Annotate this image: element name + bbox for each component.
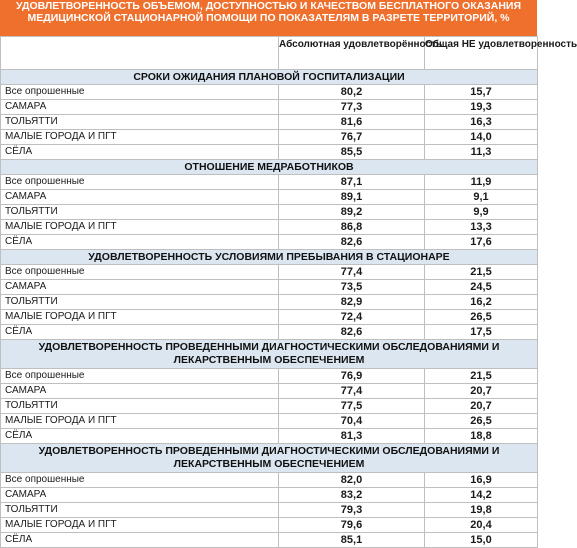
dissatisfaction-value: 24,5	[425, 280, 538, 295]
dissatisfaction-value: 19,3	[425, 100, 538, 115]
table-row	[1, 265, 538, 280]
table-row	[1, 205, 538, 220]
absolute-satisfaction-value: 77,4	[279, 384, 425, 399]
table-row	[1, 85, 538, 100]
dissatisfaction-value: 14,0	[425, 130, 538, 145]
section-header-row	[1, 340, 538, 369]
row-label: СЁЛА	[1, 325, 279, 340]
dissatisfaction-value: 17,6	[425, 235, 538, 250]
column-header-row	[1, 37, 538, 70]
absolute-satisfaction-value: 81,6	[279, 115, 425, 130]
dissatisfaction-value: 14,2	[425, 488, 538, 503]
dissatisfaction-value: 16,3	[425, 115, 538, 130]
survey-table	[0, 36, 577, 548]
row-label: СЁЛА	[1, 533, 279, 548]
dissatisfaction-value: 18,8	[425, 429, 538, 444]
dissatisfaction-value: 21,5	[425, 265, 538, 280]
row-label: МАЛЫЕ ГОРОДА И ПГТ	[1, 220, 279, 235]
row-label: СЁЛА	[1, 429, 279, 444]
absolute-satisfaction-value: 81,3	[279, 429, 425, 444]
table-row	[1, 369, 538, 384]
table-row	[1, 235, 538, 250]
row-label: СЁЛА	[1, 145, 279, 160]
table-row	[1, 100, 538, 115]
row-label: ТОЛЬЯТТИ	[1, 205, 279, 220]
table-row	[1, 115, 538, 130]
dissatisfaction-value: 11,9	[425, 175, 538, 190]
table-row	[1, 414, 538, 429]
section-title: ОТНОШЕНИЕ МЕДРАБОТНИКОВ	[1, 160, 538, 175]
absolute-satisfaction-value: 77,5	[279, 399, 425, 414]
absolute-satisfaction-value: 87,1	[279, 175, 425, 190]
row-label: САМАРА	[1, 190, 279, 205]
section-title: СРОКИ ОЖИДАНИЯ ПЛАНОВОЙ ГОСПИТАЛИЗАЦИИ	[1, 70, 538, 85]
row-label: ТОЛЬЯТТИ	[1, 295, 279, 310]
row-label: САМАРА	[1, 488, 279, 503]
table-row	[1, 503, 538, 518]
dissatisfaction-value: 19,8	[425, 503, 538, 518]
table-row	[1, 310, 538, 325]
dissatisfaction-value: 11,3	[425, 145, 538, 160]
dissatisfaction-value: 20,4	[425, 518, 538, 533]
row-label: САМАРА	[1, 384, 279, 399]
section-header-row	[1, 160, 538, 175]
absolute-satisfaction-value: 89,2	[279, 205, 425, 220]
dissatisfaction-value: 20,7	[425, 384, 538, 399]
dissatisfaction-value: 21,5	[425, 369, 538, 384]
row-label: Все опрошенные	[1, 473, 279, 488]
dissatisfaction-value: 26,5	[425, 414, 538, 429]
dissatisfaction-value: 26,5	[425, 310, 538, 325]
dissatisfaction-value: 16,2	[425, 295, 538, 310]
absolute-satisfaction-value: 80,2	[279, 85, 425, 100]
table-row	[1, 384, 538, 399]
column-header-total-dissatisfaction: Общая НЕ удовлетворенность	[425, 37, 538, 70]
absolute-satisfaction-value: 72,4	[279, 310, 425, 325]
absolute-satisfaction-value: 77,4	[279, 265, 425, 280]
section-title: УДОВЛЕТВОРЕННОСТЬ ПРОВЕДЕННЫМИ ДИАГНОСТИЧЕСКИМИ ОБСЛЕДОВАНИЯМИ И ЛЕКАРСТВЕННЫМ ОБЕСПЕЧЕНИЕМ	[1, 340, 538, 369]
absolute-satisfaction-value: 76,9	[279, 369, 425, 384]
dissatisfaction-value: 17,5	[425, 325, 538, 340]
absolute-satisfaction-value: 82,6	[279, 325, 425, 340]
row-label: МАЛЫЕ ГОРОДА И ПГТ	[1, 414, 279, 429]
absolute-satisfaction-value: 76,7	[279, 130, 425, 145]
table-row	[1, 130, 538, 145]
table-row	[1, 429, 538, 444]
absolute-satisfaction-value: 73,5	[279, 280, 425, 295]
absolute-satisfaction-value: 85,5	[279, 145, 425, 160]
row-label: ТОЛЬЯТТИ	[1, 115, 279, 130]
dissatisfaction-value: 15,0	[425, 533, 538, 548]
row-label: МАЛЫЕ ГОРОДА И ПГТ	[1, 310, 279, 325]
absolute-satisfaction-value: 82,6	[279, 235, 425, 250]
absolute-satisfaction-value: 79,6	[279, 518, 425, 533]
section-title: УДОВЛЕТВОРЕННОСТЬ УСЛОВИЯМИ ПРЕБЫВАНИЯ В СТАЦИОНАРЕ	[1, 250, 538, 265]
table-row	[1, 190, 538, 205]
absolute-satisfaction-value: 89,1	[279, 190, 425, 205]
table-row	[1, 533, 538, 548]
absolute-satisfaction-value: 70,4	[279, 414, 425, 429]
section-header-row	[1, 444, 538, 473]
table-row	[1, 295, 538, 310]
row-label: ТОЛЬЯТТИ	[1, 503, 279, 518]
column-header-absolute-satisfaction: Абсолютная удовлетворённость	[279, 37, 425, 70]
table-row	[1, 280, 538, 295]
table-row	[1, 473, 538, 488]
section-header-row	[1, 70, 538, 85]
table-row	[1, 325, 538, 340]
dissatisfaction-value: 9,9	[425, 205, 538, 220]
dissatisfaction-value: 20,7	[425, 399, 538, 414]
row-label: Все опрошенные	[1, 369, 279, 384]
absolute-satisfaction-value: 83,2	[279, 488, 425, 503]
row-label: САМАРА	[1, 280, 279, 295]
absolute-satisfaction-value: 85,1	[279, 533, 425, 548]
row-label: МАЛЫЕ ГОРОДА И ПГТ	[1, 518, 279, 533]
row-label: Все опрошенные	[1, 175, 279, 190]
row-label: Все опрошенные	[1, 85, 279, 100]
table-row	[1, 518, 538, 533]
absolute-satisfaction-value: 82,9	[279, 295, 425, 310]
table-row	[1, 399, 538, 414]
absolute-satisfaction-value: 86,8	[279, 220, 425, 235]
table-row	[1, 488, 538, 503]
table-row	[1, 175, 538, 190]
section-header-row	[1, 250, 538, 265]
absolute-satisfaction-value: 82,0	[279, 473, 425, 488]
dissatisfaction-value: 15,7	[425, 85, 538, 100]
absolute-satisfaction-value: 77,3	[279, 100, 425, 115]
dissatisfaction-value: 13,3	[425, 220, 538, 235]
table-body	[1, 37, 577, 548]
column-header-territory	[1, 37, 279, 70]
row-label: СЁЛА	[1, 235, 279, 250]
absolute-satisfaction-value: 79,3	[279, 503, 425, 518]
dissatisfaction-value: 16,9	[425, 473, 538, 488]
row-label: САМАРА	[1, 100, 279, 115]
table-row	[1, 220, 538, 235]
table-title: УДОВЛЕТВОРЕННОСТЬ ОБЪЕМОМ, ДОСТУПНОСТЬЮ И КАЧЕСТВОМ БЕСПЛАТНОГО ОКАЗАНИЯ МЕДИЦИНСКОЙ СТАЦИОНАРНОЙ ПОМОЩИ ПО ПОКАЗАТЕЛЯМ В РАЗРЕТЕ ТЕРРИТОРИЙ, %	[0, 0, 537, 36]
dissatisfaction-value: 9,1	[425, 190, 538, 205]
row-label: ТОЛЬЯТТИ	[1, 399, 279, 414]
row-label: Все опрошенные	[1, 265, 279, 280]
row-label: МАЛЫЕ ГОРОДА И ПГТ	[1, 130, 279, 145]
table-row	[1, 145, 538, 160]
section-title: УДОВЛЕТВОРЕННОСТЬ ПРОВЕДЕННЫМИ ДИАГНОСТИЧЕСКИМИ ОБСЛЕДОВАНИЯМИ И ЛЕКАРСТВЕННЫМ ОБЕСПЕЧЕНИЕМ	[1, 444, 538, 473]
